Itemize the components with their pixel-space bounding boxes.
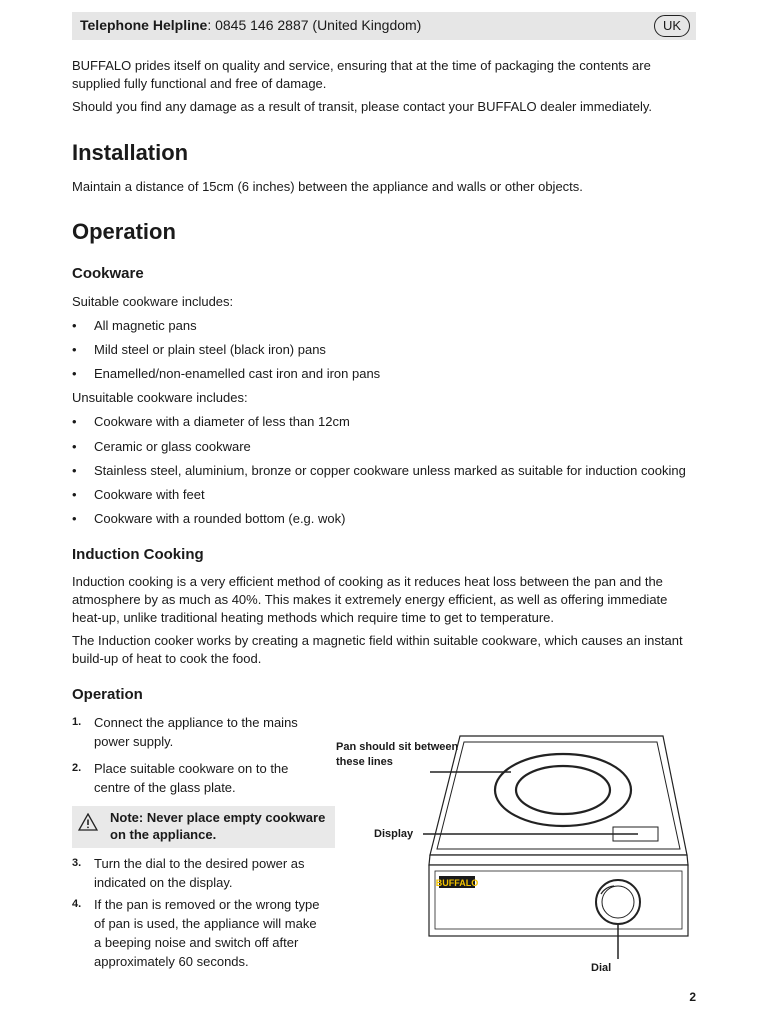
list-item: • Stainless steel, aluminium, bronze or copper cookware unless marked as suitable for induction cooking [72,463,686,478]
operation-steps-heading: Operation [72,686,143,703]
helpline-bar [72,12,696,40]
induction-paragraph-1: Induction cooking is a very efficient method of cooking as it reduces heat loss between the pan and the atmosphere by as much as 40%. This makes it extremely energy efficient, as well as offering immediate heat-up, unlike traditional heating methods which require time to get to temperature. [72,574,668,625]
intro-paragraph-2: Should you find any damage as a result of transit, please contact your BUFFALO dealer immediately. [72,99,653,114]
installation-heading: Installation [72,140,189,165]
helpline-label: Telephone Helpline [80,17,208,33]
suitable-intro: Suitable cookware includes: [72,294,234,309]
pan-callout-label: Pan should sit between these lines [336,741,459,768]
step-item: 2. Place suitable cookware on to the centre of the glass plate. [72,761,289,795]
cookware-heading: Cookware [72,265,144,282]
step-item: 3. Turn the dial to the desired power as indicated on the display. [72,856,305,890]
cooker-front-panel [429,865,688,936]
operation-heading: Operation [72,219,176,244]
buffalo-logo-text: BUFFALO [435,878,479,888]
installation-text: Maintain a distance of 15cm (6 inches) between the appliance and walls or other objects. [72,179,583,194]
helpline-number: : 0845 146 2887 (United Kingdom) [207,17,422,33]
list-item: • Cookware with a diameter of less than 12cm [72,414,350,429]
warning-triangle-icon [78,813,98,831]
list-item: • Mild steel or plain steel (black iron) pans [72,342,326,357]
region-badge: UK [654,15,690,37]
cooker-edge [429,855,688,865]
unsuitable-intro: Unsuitable cookware includes: [72,390,248,405]
list-item: • Ceramic or glass cookware [72,439,251,454]
list-item: • Cookware with feet [72,487,205,502]
display-callout-label: Display [374,828,414,840]
list-item: • Enamelled/non-enamelled cast iron and iron pans [72,366,381,381]
step-item: 4. If the pan is removed or the wrong type of pan is used, the appliance will make a beeping noise and switch off after approximately 60 seconds. [72,897,320,969]
step-item: 1. Connect the appliance to the mains power supply. [72,715,298,749]
warning-note-text: Note: Never place empty cookware on the appliance. [110,810,326,842]
induction-heading: Induction Cooking [72,546,204,563]
warning-note [72,806,335,848]
induction-paragraph-2: The Induction cooker works by creating a magnetic field within suitable cookware, which causes an instant build-up of heat to cook the food. [72,633,683,666]
power-dial [596,880,640,924]
intro-paragraph-1: BUFFALO prides itself on quality and service, ensuring that at the time of packaging the contents are supplied fully functional and free of damage. [72,58,651,91]
dial-callout-label: Dial [591,962,612,974]
list-item: • Cookware with a rounded bottom (e.g. wok) [72,511,346,526]
page-number: 2 [689,990,696,1004]
list-item: • All magnetic pans [72,318,197,333]
